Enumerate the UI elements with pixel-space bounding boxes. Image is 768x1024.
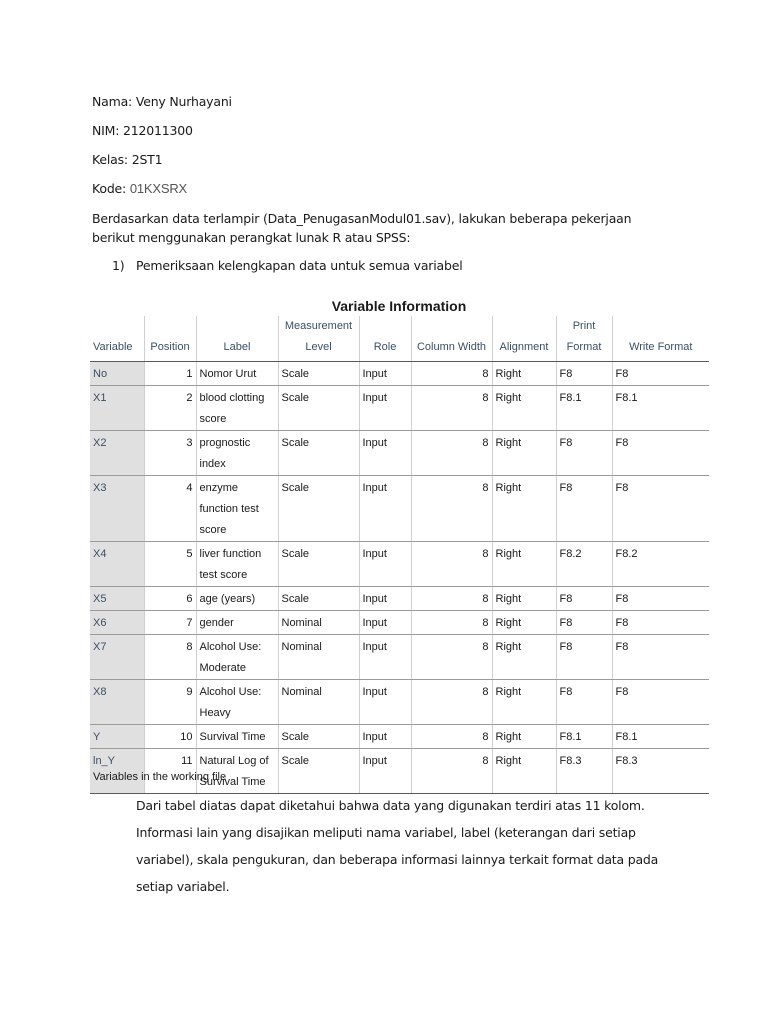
cell-print-format: F8.3 [556, 749, 612, 794]
cell-role: Input [359, 680, 411, 725]
header-role: Role [359, 316, 411, 362]
cell-write-format: F8.3 [612, 749, 709, 794]
cell-alignment: Right [492, 431, 556, 476]
cell-label: enzyme function test score [196, 476, 278, 542]
cell-width: 8 [411, 476, 492, 542]
cell-label: Survival Time [196, 725, 278, 749]
cell-variable: X5 [90, 587, 144, 611]
cell-position: 9 [144, 680, 196, 725]
cell-print-format: F8.2 [556, 542, 612, 587]
table-row [90, 476, 709, 542]
student-class: Kelas: 2ST1 [92, 152, 163, 167]
table-row [90, 680, 709, 725]
cell-write-format: F8.2 [612, 542, 709, 587]
cell-print-format: F8.1 [556, 386, 612, 431]
cell-level: Nominal [278, 635, 359, 680]
cell-print-format: F8 [556, 476, 612, 542]
cell-position: 5 [144, 542, 196, 587]
cell-role: Input [359, 476, 411, 542]
student-code [92, 181, 187, 196]
cell-print-format: F8 [556, 362, 612, 386]
cell-width: 8 [411, 587, 492, 611]
cell-role: Input [359, 725, 411, 749]
cell-write-format: F8.1 [612, 725, 709, 749]
cell-print-format: F8.1 [556, 725, 612, 749]
header-position: Position [144, 316, 196, 362]
table-row [90, 587, 709, 611]
cell-width: 8 [411, 431, 492, 476]
cell-label: blood clotting score [196, 386, 278, 431]
code-label: Kode: [92, 181, 130, 196]
cell-role: Input [359, 542, 411, 587]
cell-write-format: F8 [612, 431, 709, 476]
cell-print-format: F8 [556, 431, 612, 476]
header-label: Label [196, 316, 278, 362]
cell-variable: X8 [90, 680, 144, 725]
cell-alignment: Right [492, 587, 556, 611]
header-print-line1: Print [572, 320, 596, 332]
cell-variable: Y [90, 725, 144, 749]
cell-label: liver function test score [196, 542, 278, 587]
header-variable: Variable [90, 316, 144, 362]
cell-write-format: F8 [612, 611, 709, 635]
cell-width: 8 [411, 611, 492, 635]
cell-level: Scale [278, 542, 359, 587]
cell-width: 8 [411, 635, 492, 680]
cell-variable: No [90, 362, 144, 386]
cell-role: Input [359, 611, 411, 635]
cell-print-format: F8 [556, 635, 612, 680]
cell-write-format: F8 [612, 362, 709, 386]
student-name: Nama: Veny Nurhayani [92, 94, 232, 109]
cell-variable: X7 [90, 635, 144, 680]
cell-level: Scale [278, 725, 359, 749]
table-row [90, 362, 709, 386]
cell-variable: X4 [90, 542, 144, 587]
cell-width: 8 [411, 749, 492, 794]
table-row [90, 611, 709, 635]
cell-role: Input [359, 749, 411, 794]
cell-position: 2 [144, 386, 196, 431]
cell-role: Input [359, 386, 411, 431]
task-number: 1) [112, 258, 125, 273]
conclusion-paragraph: Dari tabel diatas dapat diketahui bahwa data yang digunakan terdiri atas 11 kolom. Informasi lain yang disajikan meliputi nama variabel, label (keterangan dari setiap variabel), skala pengukuran, dan beberapa informasi lainnya terkait format data pada setiap variabel. [136, 798, 659, 894]
table-row [90, 725, 709, 749]
cell-write-format: F8 [612, 587, 709, 611]
table-header-row [90, 316, 709, 362]
variable-information-table [90, 316, 709, 794]
cell-alignment: Right [492, 476, 556, 542]
cell-alignment: Right [492, 635, 556, 680]
cell-variable: X1 [90, 386, 144, 431]
task-text: Pemeriksaan kelengkapan data untuk semua variabel [136, 258, 463, 273]
cell-label: gender [196, 611, 278, 635]
cell-level: Nominal [278, 611, 359, 635]
cell-level: Scale [278, 386, 359, 431]
cell-alignment: Right [492, 611, 556, 635]
header-measurement-line2: Level [305, 341, 332, 353]
cell-position: 11 [144, 749, 196, 794]
header-column-width: Column Width [411, 316, 492, 362]
cell-position: 10 [144, 725, 196, 749]
cell-write-format: F8 [612, 680, 709, 725]
table-row [90, 386, 709, 431]
cell-variable: X6 [90, 611, 144, 635]
cell-width: 8 [411, 362, 492, 386]
cell-label: Natural Log of Survival Time [196, 749, 278, 794]
cell-print-format: F8 [556, 587, 612, 611]
cell-role: Input [359, 587, 411, 611]
cell-label: Alcohol Use: Heavy [196, 680, 278, 725]
cell-label: Alcohol Use: Moderate [196, 635, 278, 680]
cell-alignment: Right [492, 680, 556, 725]
cell-write-format: F8 [612, 476, 709, 542]
cell-alignment: Right [492, 542, 556, 587]
cell-position: 3 [144, 431, 196, 476]
cell-print-format: F8 [556, 611, 612, 635]
intro-paragraph: Berdasarkan data terlampir (Data_PenugasanModul01.sav), lakukan beberapa pekerjaan berikut menggunakan perangkat lunak R atau SPSS: [92, 211, 632, 245]
cell-role: Input [359, 362, 411, 386]
cell-alignment: Right [492, 725, 556, 749]
table-title: Variable Information [331, 298, 467, 314]
student-nim: NIM: 212011300 [92, 123, 193, 138]
header-alignment: Alignment [492, 316, 556, 362]
cell-label: prognostic index [196, 431, 278, 476]
cell-position: 7 [144, 611, 196, 635]
cell-level: Nominal [278, 680, 359, 725]
cell-level: Scale [278, 431, 359, 476]
cell-label: Nomor Urut [196, 362, 278, 386]
cell-variable: ln_Y [90, 749, 144, 794]
cell-alignment: Right [492, 749, 556, 794]
cell-level: Scale [278, 749, 359, 794]
cell-alignment: Right [492, 386, 556, 431]
header-print-format [556, 316, 612, 362]
cell-level: Scale [278, 362, 359, 386]
cell-position: 8 [144, 635, 196, 680]
table-row [90, 635, 709, 680]
cell-alignment: Right [492, 362, 556, 386]
cell-width: 8 [411, 386, 492, 431]
task-item [112, 258, 462, 273]
cell-position: 1 [144, 362, 196, 386]
table-footnote: Variables in the working file [93, 771, 227, 783]
header-measurement-line1: Measurement [284, 320, 353, 332]
table-row [90, 542, 709, 587]
cell-print-format: F8 [556, 680, 612, 725]
cell-position: 4 [144, 476, 196, 542]
header-write-format: Write Format [612, 316, 709, 362]
cell-width: 8 [411, 542, 492, 587]
cell-write-format: F8 [612, 635, 709, 680]
cell-level: Scale [278, 476, 359, 542]
cell-write-format: F8.1 [612, 386, 709, 431]
cell-role: Input [359, 431, 411, 476]
header-measurement-level [278, 316, 359, 362]
cell-label: age (years) [196, 587, 278, 611]
cell-role: Input [359, 635, 411, 680]
table-row [90, 431, 709, 476]
cell-variable: X2 [90, 431, 144, 476]
cell-width: 8 [411, 725, 492, 749]
cell-variable: X3 [90, 476, 144, 542]
cell-position: 6 [144, 587, 196, 611]
cell-width: 8 [411, 680, 492, 725]
code-value: 01KXSRX [129, 181, 187, 196]
cell-level: Scale [278, 587, 359, 611]
header-print-line2: Format [566, 341, 602, 353]
